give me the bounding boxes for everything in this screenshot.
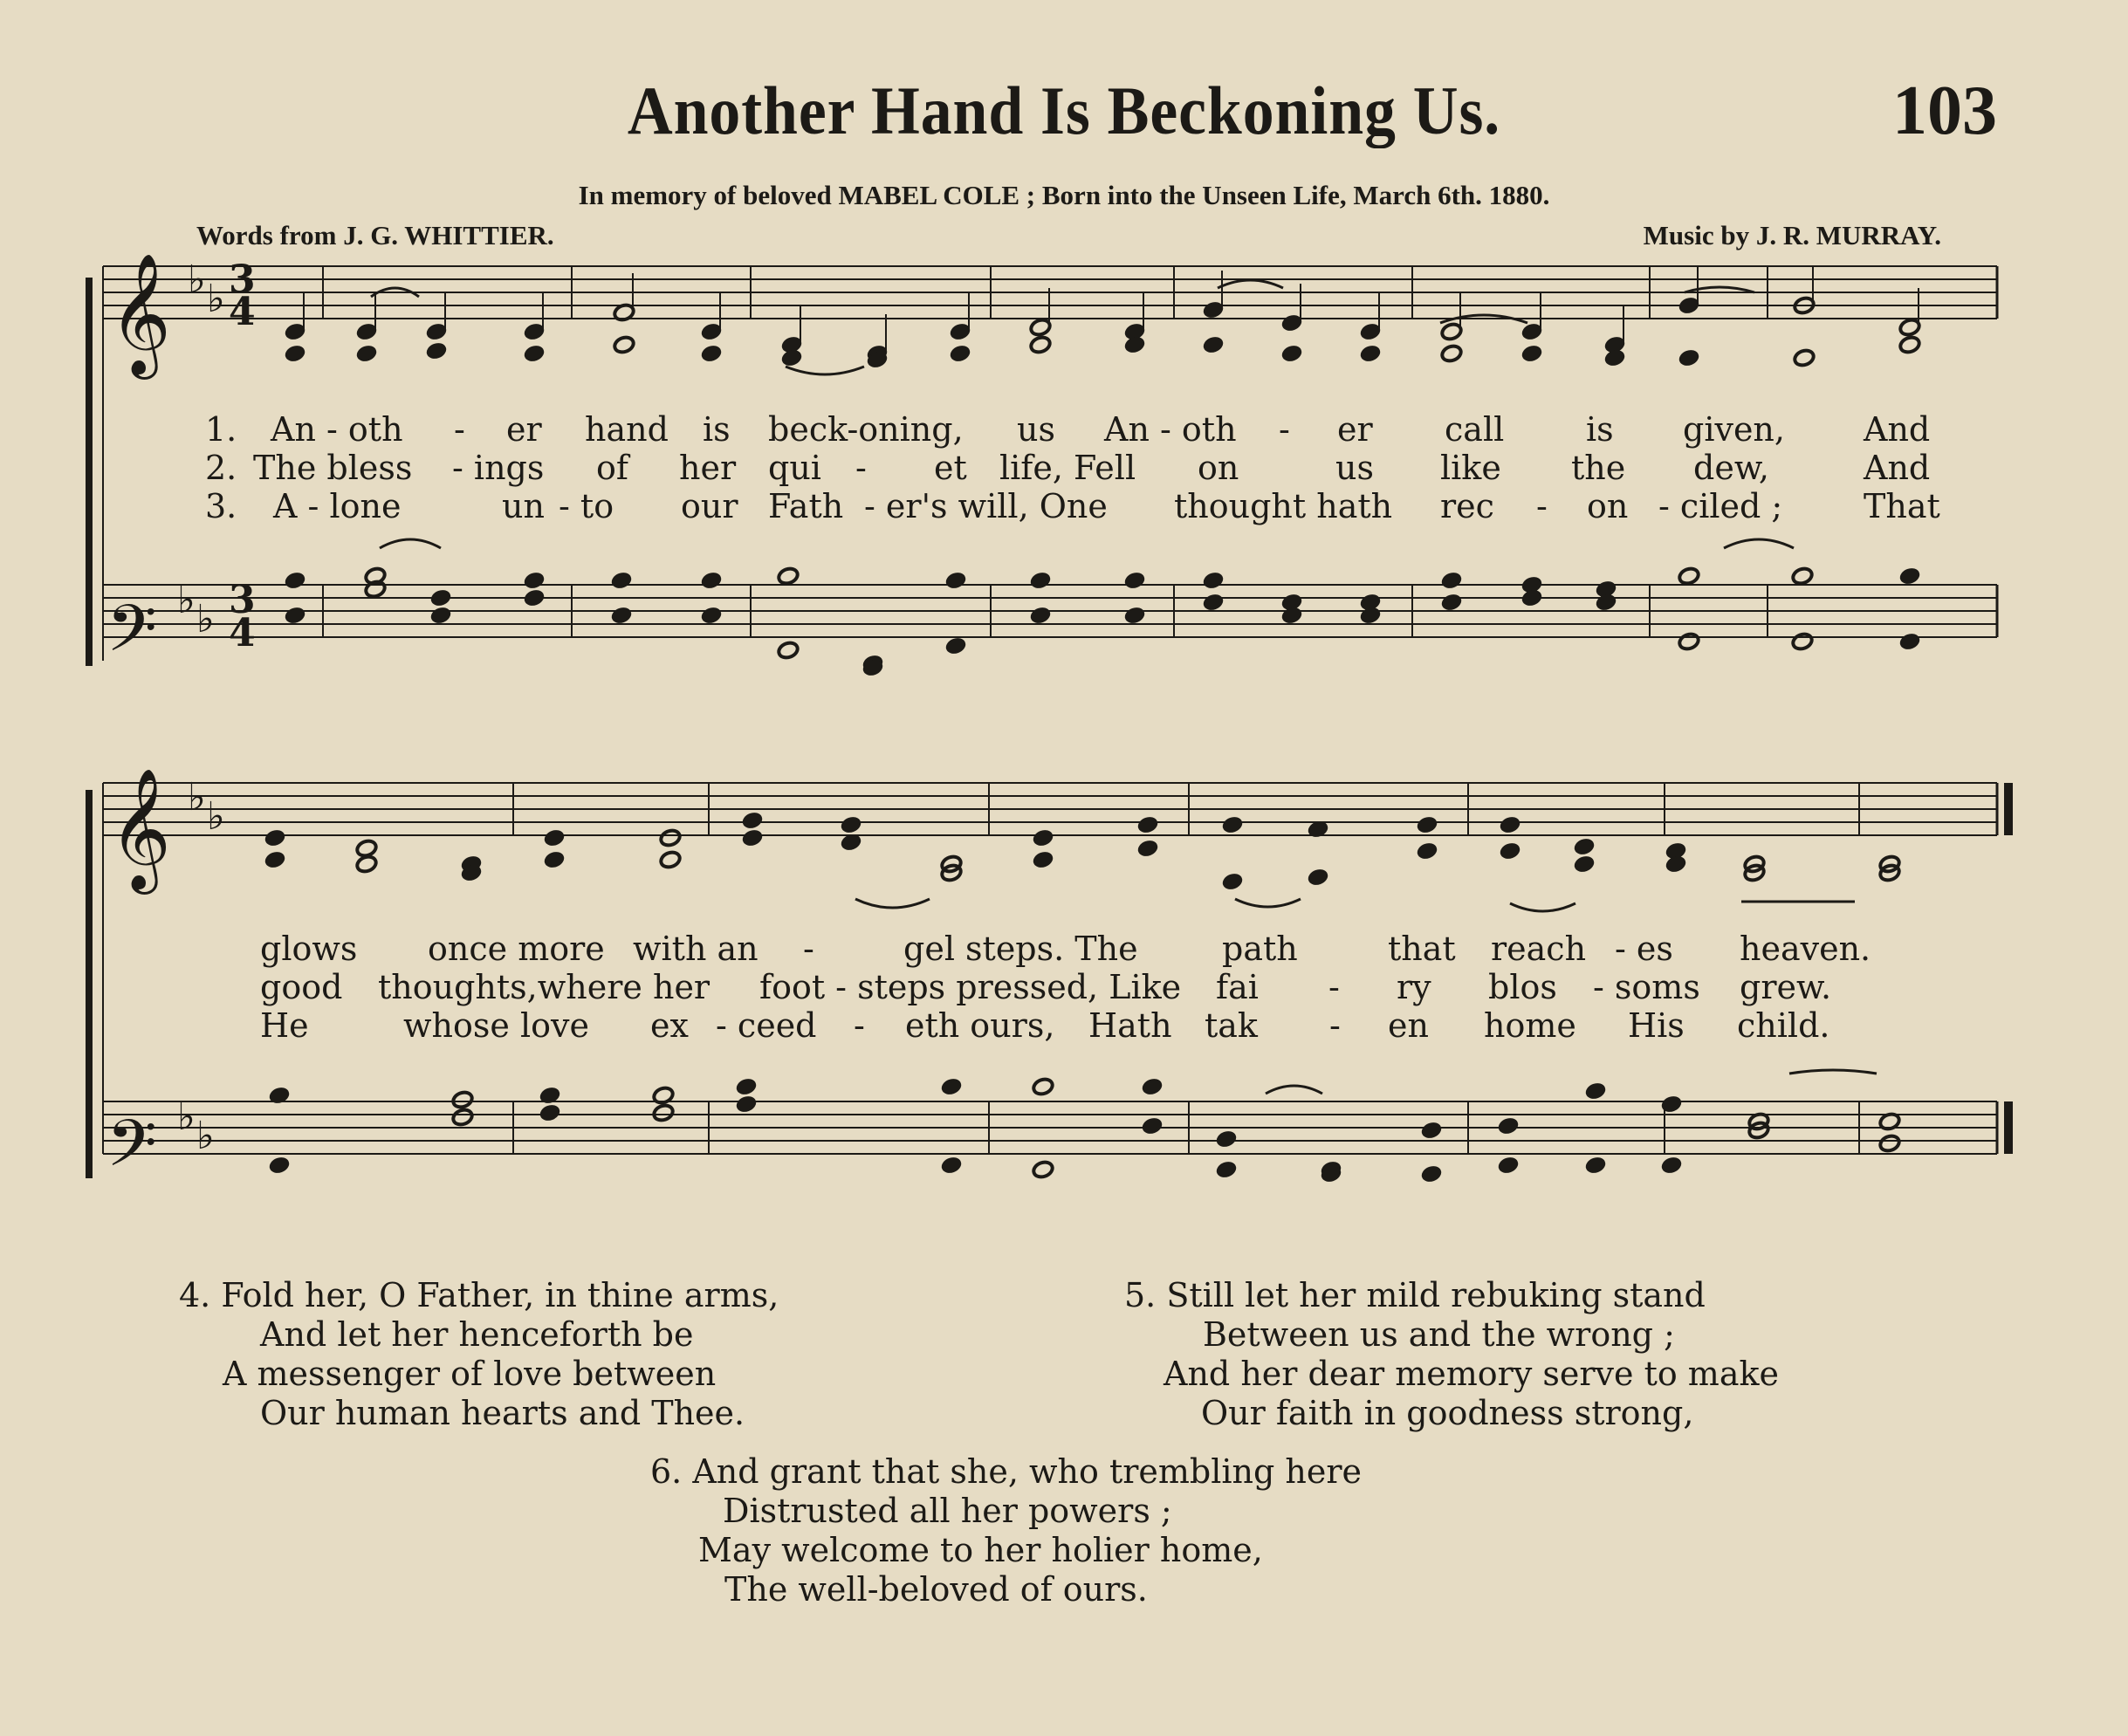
note-head (610, 606, 633, 626)
note-head (1307, 868, 1329, 888)
note-head (735, 1077, 758, 1097)
note-head (610, 571, 633, 591)
note-head (425, 341, 448, 361)
flat-glyph: ♭ (188, 775, 206, 820)
note-head (1793, 348, 1816, 368)
note-head (944, 571, 967, 591)
verse-6: 6. And grant that she, who trembling here Distrusted all her powers ; May welcome to her holier home, The well-beloved of ours. (650, 1452, 1363, 1609)
flat-glyph: ♭ (207, 277, 225, 321)
note-head (1595, 593, 1617, 613)
note-head (1603, 348, 1626, 368)
note-head (613, 335, 635, 355)
note-head (949, 344, 971, 364)
note-head (1141, 1116, 1164, 1136)
note-head (1032, 1077, 1054, 1097)
flat-glyph: ♭ (188, 257, 206, 302)
lyric-line-6: He whose love ex - ceed - eth ours, Hath tak - en home His child. (260, 1006, 1830, 1045)
note-head (741, 811, 764, 831)
lyric-line-5: good thoughts,where her foot - steps pressed, Like fai - ry blos - soms grew. (260, 968, 1832, 1006)
note-head (284, 606, 306, 626)
flat-glyph: ♭ (196, 1114, 215, 1158)
note-head (1898, 566, 1921, 587)
note-head (940, 1077, 963, 1097)
note-head (1420, 1121, 1443, 1141)
slur (1789, 1070, 1877, 1074)
flat-glyph: ♭ (196, 597, 215, 642)
note-head (1416, 815, 1438, 835)
note-head (1032, 1160, 1054, 1180)
note-head (1029, 335, 1052, 355)
note-head (1573, 854, 1596, 875)
note-head (355, 344, 378, 364)
note-head (840, 815, 862, 835)
bass-clef-glyph: 𝄢 (106, 591, 157, 683)
note-head (284, 571, 306, 591)
slur (786, 367, 864, 374)
lyric-line-3: 3. A - lone un - to our Fath - er's will, One thought hath rec - on - ciled ; That (205, 487, 1940, 525)
note-head (1202, 335, 1225, 355)
note-head (1136, 839, 1159, 859)
note-head (1584, 1156, 1607, 1176)
note-head (264, 850, 286, 870)
note-head (1665, 854, 1687, 875)
note-head (1032, 828, 1054, 848)
verse-4: 4. Fold her, O Father, in thine arms, And let her henceforth be A messenger of love between Our human hearts and Thee. (179, 1276, 779, 1432)
note-head (1497, 1116, 1520, 1136)
note-head (355, 854, 378, 875)
time-signature-glyph: 4 (229, 611, 256, 655)
note-head (940, 1156, 963, 1176)
note-head (1032, 850, 1054, 870)
note-head (659, 850, 682, 870)
final-barline (2004, 1101, 2013, 1154)
note-head (1141, 1077, 1164, 1097)
note-head (1420, 1164, 1443, 1184)
note-head (1660, 1156, 1683, 1176)
lyric-line-1: 1. An - oth - er hand is beck-oning, us An - oth - er call is given, And (205, 410, 1931, 449)
dedication: In memory of beloved MABEL COLE ; Born into the Unseen Life, March 6th. 1880. (578, 180, 1550, 210)
note-head (1678, 632, 1700, 652)
note-head (268, 1156, 291, 1176)
flat-glyph: ♭ (177, 578, 196, 622)
note-head (1791, 632, 1814, 652)
note-head (1520, 344, 1543, 364)
note-head (284, 344, 306, 364)
note-head (700, 571, 723, 591)
staff-notation (86, 253, 2013, 1197)
note-head (1215, 1129, 1238, 1149)
note-head (1029, 571, 1052, 591)
page-number: 103 (1892, 72, 1997, 149)
slur (1218, 280, 1283, 288)
note-head (1416, 841, 1438, 861)
slur (380, 539, 441, 548)
note-head (780, 348, 803, 368)
bass-clef-glyph: 𝄢 (106, 1106, 157, 1197)
note-head (1573, 837, 1596, 857)
note-head (523, 588, 546, 608)
note-head (1898, 632, 1921, 652)
note-head (1215, 1160, 1238, 1180)
note-head (1678, 348, 1700, 368)
music-credit: Music by J. R. MURRAY. (1643, 220, 1941, 250)
note-head (777, 566, 800, 587)
verse-5: 5. Still let her mild rebuking stand Between us and the wrong ; And her dear memory serve to make Our faith in goodness strong, (1124, 1276, 1780, 1432)
time-signature-glyph: 3 (229, 257, 256, 302)
note-head (264, 828, 286, 848)
treble-clef-glyph: 𝄞 (109, 768, 171, 889)
note-head (1678, 566, 1700, 587)
note-head (539, 1103, 561, 1123)
note-head (1898, 335, 1921, 355)
note-head (1136, 815, 1159, 835)
note-head (1123, 571, 1146, 591)
note-head (1497, 1156, 1520, 1176)
note-head (1123, 606, 1146, 626)
note-head (1359, 344, 1382, 364)
flat-glyph: ♭ (177, 1094, 196, 1139)
note-head (1202, 593, 1225, 613)
time-signature-glyph: 4 (229, 290, 256, 334)
slur (855, 899, 930, 908)
lyric-line-4: glows once more with an - gel steps. The path that reach - es heaven. (260, 930, 1871, 968)
note-head (1660, 1094, 1683, 1115)
note-head (429, 606, 452, 626)
note-head (735, 1094, 758, 1115)
note-head (523, 571, 546, 591)
slur (1724, 539, 1794, 548)
slur (1510, 903, 1575, 911)
note-head (523, 344, 546, 364)
note-head (1499, 815, 1521, 835)
note-head (451, 1090, 474, 1110)
lyric-line-2: 2. The bless - ings of her qui - et life, Fell on us like the dew, And (205, 449, 1931, 487)
note-head (1878, 1134, 1901, 1154)
slur (1266, 1086, 1322, 1094)
note-head (652, 1103, 675, 1123)
note-head (1202, 571, 1225, 591)
note-head (700, 606, 723, 626)
note-head (1499, 841, 1521, 861)
treble-clef-glyph: 𝄞 (109, 253, 171, 374)
note-head (659, 828, 682, 848)
note-head (700, 344, 723, 364)
note-head (451, 1108, 474, 1128)
note-head (1584, 1081, 1607, 1101)
note-head (1440, 593, 1463, 613)
note-head (1029, 606, 1052, 626)
note-head (429, 588, 452, 608)
note-head (1123, 335, 1146, 355)
note-head (777, 641, 800, 661)
note-head (1520, 588, 1543, 608)
page-title: Another Hand Is Beckoning Us. (627, 72, 1501, 148)
note-head (1359, 606, 1382, 626)
slur (1235, 899, 1301, 907)
note-head (1221, 872, 1244, 892)
note-head (1221, 815, 1244, 835)
note-head (741, 828, 764, 848)
words-credit: Words from J. G. WHITTIER. (196, 220, 554, 250)
note-head (1440, 344, 1463, 364)
final-barline (2004, 783, 2013, 835)
note-head (543, 828, 566, 848)
flat-glyph: ♭ (207, 794, 225, 839)
note-head (1791, 566, 1814, 587)
note-head (1280, 344, 1303, 364)
note-head (1440, 571, 1463, 591)
time-signature-glyph: 3 (229, 578, 256, 622)
note-head (944, 636, 967, 656)
note-head (543, 850, 566, 870)
note-head (1280, 606, 1303, 626)
